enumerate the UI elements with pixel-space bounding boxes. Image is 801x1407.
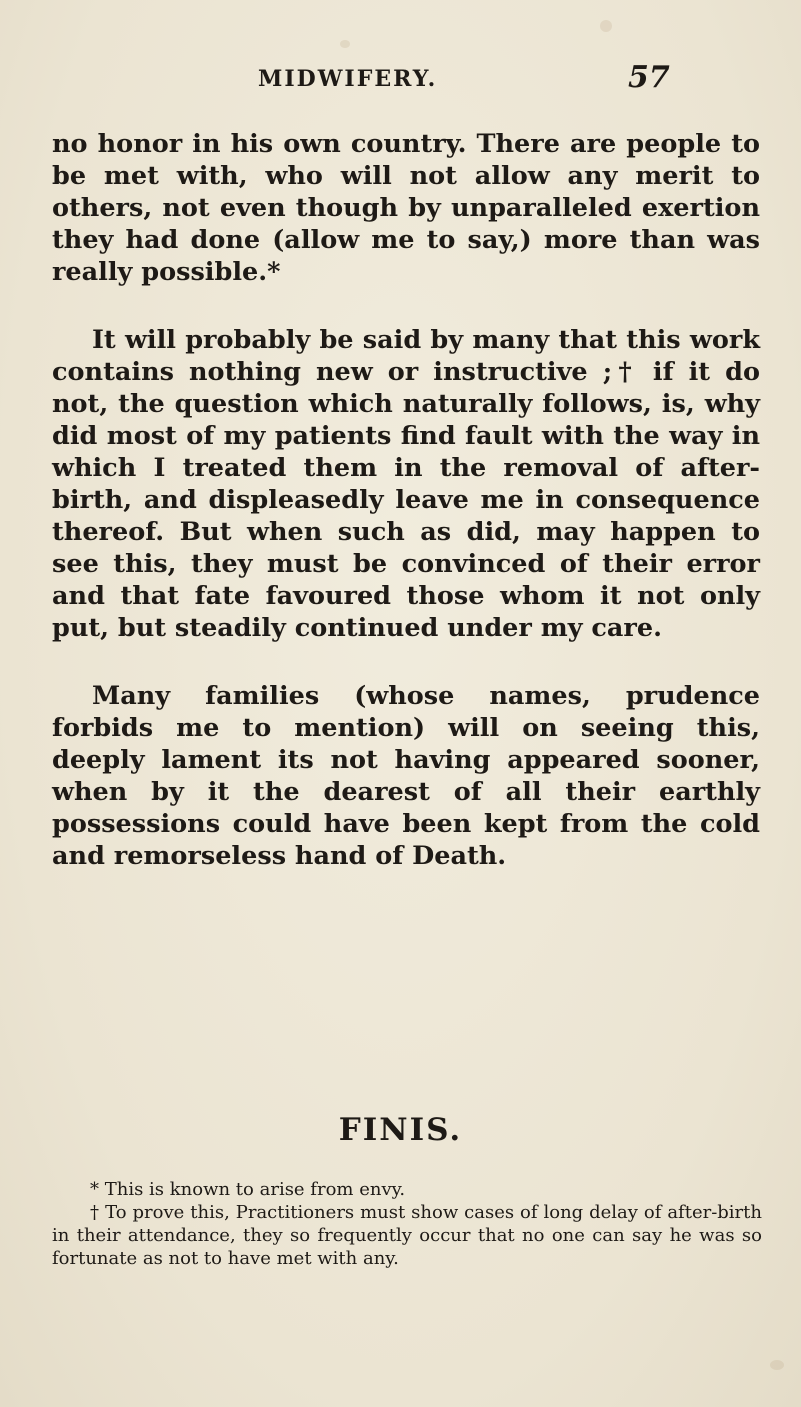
finis-heading: FINIS. [338,1112,463,1148]
running-head [0,60,801,100]
paper-stain [340,40,350,48]
paper-stain [770,1360,784,1370]
paragraph: Many families (whose names, prudence forbids me to mention) will on seeing this, deeply lament its not having appeared sooner, when by it the dearest of all their earthly possessions could have been kept from the cold and remorseless hand of Death. [52,681,760,871]
paragraph: It will probably be said by many that this work contains nothing new or instructive ;† if it do not, the question which naturally follows, is, why did most of my patients find fault with the way in which I treated them in the removal of after-birth, and displeasedly leave me in consequence thereof. But when such as did, may happen to see this, they must be convinced of their error and that fate favoured those whom it not only put, but steadily continued under my care. [52,325,760,643]
body-text [52,128,760,908]
page-number: 57 [628,60,670,95]
footnote: * This is known to arise from envy. [90,1179,406,1200]
footnotes [52,1178,762,1270]
running-title: MIDWIFERY. [258,66,438,92]
paper-stain [600,20,612,32]
footnote: † To prove this, Practitioners must show cases of long delay of after-birth in their attendance, they so frequently occur that no one can say he was so fortunate as not to have met with any. [52,1202,762,1269]
paragraph: no honor in his own country. There are people to be met with, who will not allow any merit to others, not even though by unparalleled exertion they had done (allow me to say,) more than was really possible.* [52,129,760,287]
